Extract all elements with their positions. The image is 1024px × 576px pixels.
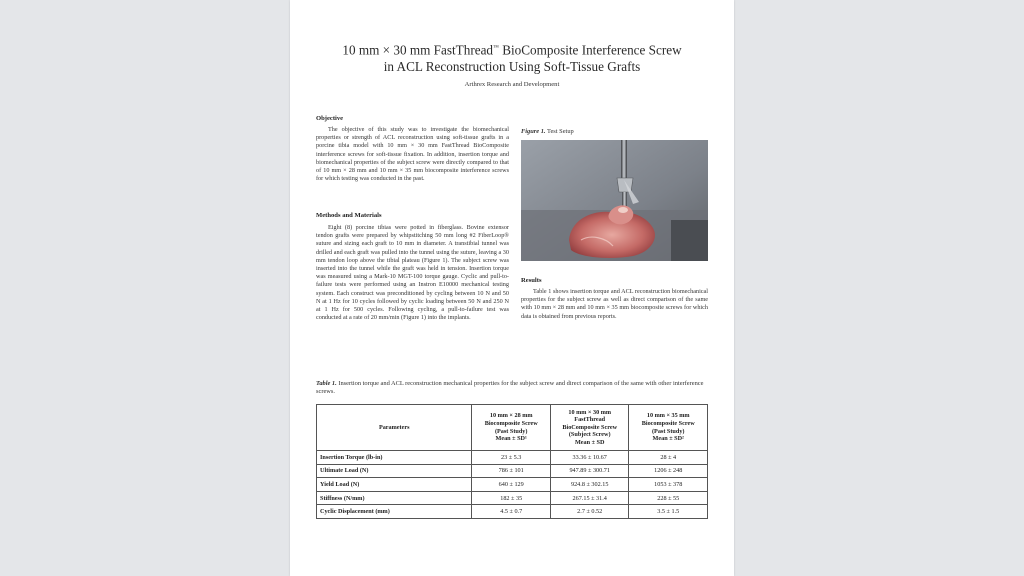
table-row	[317, 451, 708, 465]
table-caption: Table 1. Insertion torque and ACL reconstruction mechanical properties for the subject screw and direct comparison of the same with other interference screws.	[316, 380, 704, 396]
row-value-28mm: 23 ± 5.3	[472, 451, 551, 465]
header-parameters: Parameters	[317, 405, 472, 451]
row-value-30mm: 947.89 ± 300.71	[550, 464, 629, 478]
results-heading: Results	[521, 277, 542, 284]
table-header-row	[317, 405, 708, 451]
row-parameter: Yield Load (N)	[317, 478, 472, 492]
row-parameter: Cyclic Displacement (mm)	[317, 505, 472, 519]
objective-heading: Objective	[316, 115, 344, 122]
results-table	[316, 404, 708, 519]
row-parameter: Ultimate Load (N)	[317, 464, 472, 478]
header-col-30mm: 10 mm × 30 mm FastThread BioComposite Screw (Subject Screw) Mean ± SD	[550, 405, 629, 451]
table-row	[317, 491, 708, 505]
table-row	[317, 464, 708, 478]
table-row	[317, 478, 708, 492]
methods-heading: Methods and Materials	[316, 212, 382, 219]
row-value-28mm: 640 ± 129	[472, 478, 551, 492]
title-line-2: in ACL Reconstruction Using Soft-Tissue Grafts	[383, 59, 641, 75]
row-value-30mm: 924.8 ± 302.15	[550, 478, 629, 492]
row-parameter: Stiffness (N/mm)	[317, 491, 472, 505]
row-value-28mm: 786 ± 101	[472, 464, 551, 478]
title-line-1: 10 mm × 30 mm FastThread™ BioComposite Interference Screw	[342, 42, 682, 58]
row-value-35mm: 1206 ± 248	[629, 464, 708, 478]
row-value-30mm: 2.7 ± 0.52	[550, 505, 629, 519]
document-title	[290, 40, 734, 75]
row-value-35mm: 28 ± 4	[629, 451, 708, 465]
table-row	[317, 505, 708, 519]
author-line: Arthrex Research and Development	[464, 81, 560, 88]
row-value-35mm: 228 ± 55	[629, 491, 708, 505]
document-page	[290, 0, 734, 576]
row-value-28mm: 182 ± 35	[472, 491, 551, 505]
row-parameter: Insertion Torque (lb-in)	[317, 451, 472, 465]
test-setup-photo	[521, 140, 708, 261]
methods-paragraph: Eight (8) porcine tibias were potted in fiberglass. Bovine extensor tendon grafts were prepared by whipstitching 50 mm long #2 FiberLoop® suture and sizing each graft to 10 mm in diameter. A transtibial tunnel was drilled and each graft was pulled into the tunnel using the suture, leaving a 30 mm tendon loop above the tibial plateau (Figure 1). The subject screw was inserted into the tunnel while the graft was held in tension. Insertion torque was measured using a Mark-10 MGT-100 torque gauge. Cyclic and pull-to-failure tests were performed using an Instron E10000 mechanical testing system. Each construct was preconditioned by cycling between 10 N and 50 N at 1 Hz for 10 cycles followed by cyclic loading between 50 N and 250 N at 1 Hz for 500 cycles. Following cycling, a pull-to-failure test was conducted at a rate of 20 mm/min (Figure 1) into the implants.	[316, 224, 509, 322]
figure-label: Figure 1.	[521, 128, 546, 135]
header-col-28mm: 10 mm × 28 mm Biocomposite Screw (Past Study) Mean ± SD¹	[472, 405, 551, 451]
trademark-mark: ™	[493, 45, 499, 51]
row-value-28mm: 4.5 ± 0.7	[472, 505, 551, 519]
table-label: Table 1.	[316, 380, 337, 387]
results-paragraph: Table 1 shows insertion torque and ACL reconstruction biomechanical properties for the subject screw as well as direct comparison of the same with 10 mm × 28 mm and 10 mm × 35 mm biocomposite screws for which data is obtained from previous reports.	[521, 288, 708, 320]
figure-caption: Figure 1. Test Setup	[521, 128, 574, 135]
objective-paragraph: The objective of this study was to investigate the biomechanical properties or strength of ACL reconstruction using soft-tissue grafts in a porcine tibia model with 10 mm × 30 mm FastThread BioComposite interference screws for soft-tissue fixation. In addition, insertion torque and biomechanical properties of the subject screw were directly compared to that of 10 mm × 28 mm and 10 mm × 35 mm biocomposite interference screws for which testing was conducted in the past.	[316, 126, 509, 183]
row-value-35mm: 1053 ± 378	[629, 478, 708, 492]
header-col-35mm: 10 mm × 35 mm Biocomposite Screw (Past Study) Mean ± SD²	[629, 405, 708, 451]
row-value-35mm: 3.5 ± 1.5	[629, 505, 708, 519]
row-value-30mm: 33.36 ± 10.67	[550, 451, 629, 465]
row-value-30mm: 267.15 ± 31.4	[550, 491, 629, 505]
